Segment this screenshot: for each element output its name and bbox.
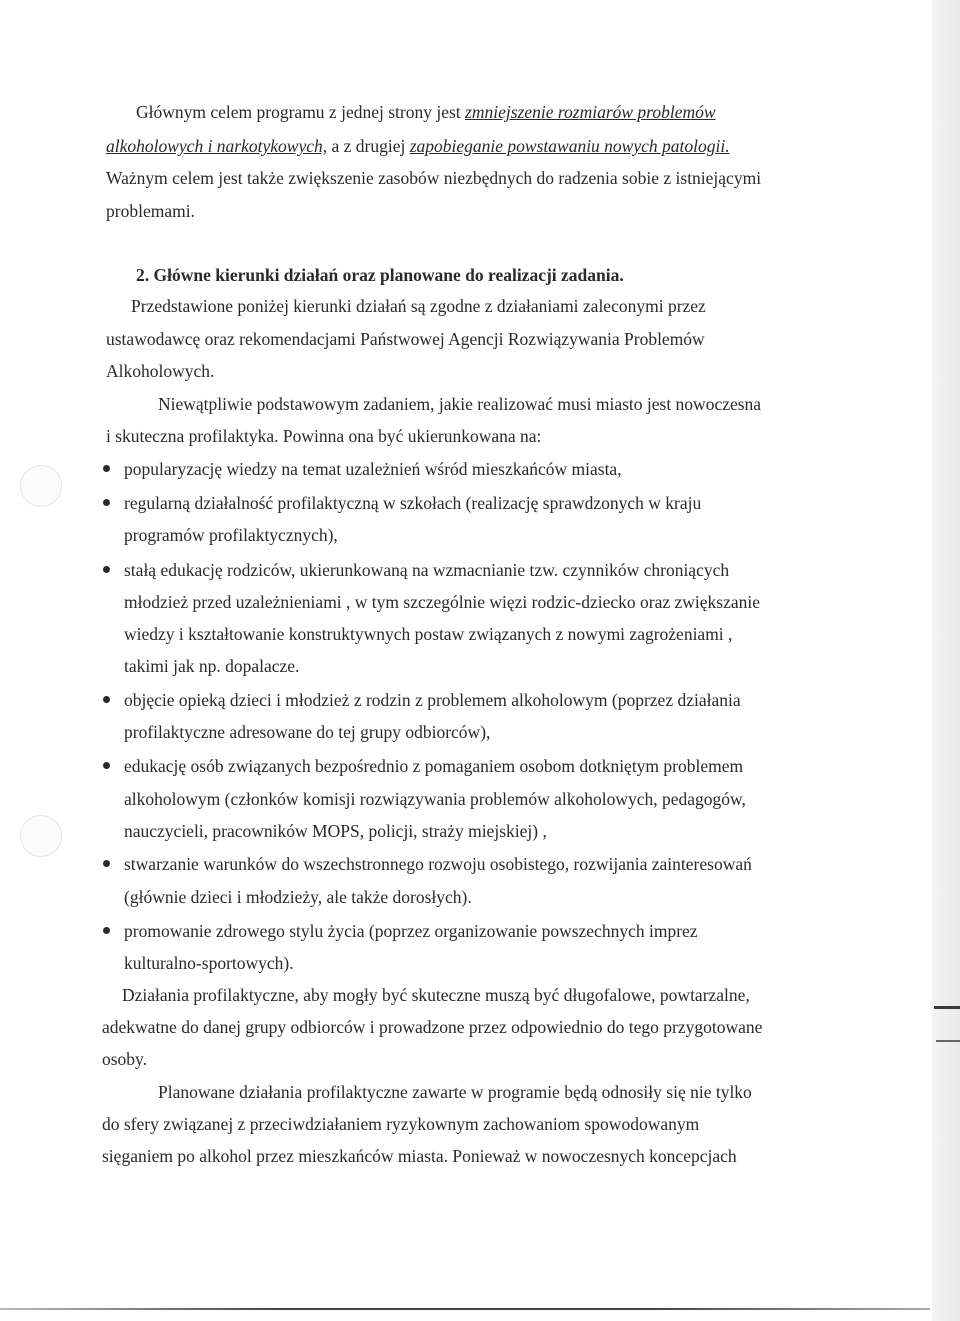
text-line: stałą edukację rodziców, ukierunkowaną na wzmacnianie tzw. czynników chroniących <box>124 560 730 580</box>
text-line: młodzież przed uzależnieniami , w tym szczególnie więzi rodzic-dziecko oraz zwiększanie <box>124 592 761 612</box>
text-line: (głównie dzieci i młodzieży, ale także dorosłych). <box>124 887 472 907</box>
scan-margin-mark <box>936 1040 960 1042</box>
bullet-icon <box>103 465 110 472</box>
text-run: Głównym celem programu z jednej strony jest <box>136 102 466 122</box>
text-line <box>136 101 716 123</box>
emphasis-underlined-text: zmniejszenie rozmiarów problemów <box>465 102 716 122</box>
text-line: ustawodawcę oraz rekomendacjami Państwowej Agencji Rozwiązywania Problemów <box>106 329 705 349</box>
text-line: i skuteczna profilaktyka. Powinna ona być ukierunkowana na: <box>106 426 542 446</box>
text-line: programów profilaktycznych), <box>124 525 338 545</box>
text-line: stwarzanie warunków do wszechstronnego rozwoju osobistego, rozwijania zainteresowań <box>124 854 752 874</box>
bullet-icon <box>103 566 110 573</box>
scan-page-edge <box>932 0 960 1321</box>
bullet-icon <box>103 860 110 867</box>
text-line: objęcie opieką dzieci i młodzież z rodzin z problemem alkoholowym (poprzez działania <box>124 690 741 710</box>
text-line: profilaktyczne adresowane do tej grupy odbiorców), <box>124 722 491 742</box>
text-line: takimi jak np. dopalacze. <box>124 656 300 676</box>
text-line <box>106 135 730 157</box>
text-line: osoby. <box>102 1049 148 1069</box>
text-line: kulturalno-sportowych). <box>124 953 294 973</box>
text-line: do sfery związanej z przeciwdziałaniem ryzykownym zachowaniom spowodowanym <box>102 1114 700 1134</box>
scan-margin-mark <box>934 1006 960 1009</box>
bullet-icon <box>103 927 110 934</box>
text-line: promowanie zdrowego stylu życia (poprzez organizowanie powszechnych imprez <box>124 921 698 941</box>
bullet-icon <box>103 762 110 769</box>
bullet-icon <box>103 499 110 506</box>
text-line: edukację osób związanych bezpośrednio z pomaganiem osobom dotkniętym problemem <box>124 756 744 776</box>
text-line: adekwatne do danej grupy odbiorców i prowadzone przez odpowiednio do tego przygotowane <box>102 1017 763 1037</box>
punch-hole-mark <box>20 815 62 857</box>
text-line: Niewątpliwie podstawowym zadaniem, jakie realizować musi miasto jest nowoczesna <box>158 394 762 414</box>
text-line: sięganiem po alkohol przez mieszkańców miasta. Ponieważ w nowoczesnych koncepcjach <box>102 1146 737 1166</box>
text-line: alkoholowym (członków komisji rozwiązywania problemów alkoholowych, pedagogów, <box>124 789 746 809</box>
text-line: problemami. <box>106 201 195 221</box>
emphasis-underlined-text: zapobieganie powstawaniu nowych patologii. <box>409 136 730 156</box>
text-line: regularną działalność profilaktyczną w szkołach (realizację sprawdzonych w kraju <box>124 493 702 513</box>
scan-bottom-rule <box>0 1308 930 1310</box>
emphasis-underlined-text: alkoholowych i narkotykowych, <box>106 136 328 156</box>
text-run: a z drugiej <box>327 136 410 156</box>
text-line: Przedstawione poniżej kierunki działań są zgodne z działaniami zaleconymi przez <box>131 296 706 316</box>
text-line: Alkoholowych. <box>106 361 215 381</box>
text-line: Ważnym celem jest także zwiększenie zasobów niezbędnych do radzenia sobie z istniejącymi <box>106 168 762 188</box>
text-line: wiedzy i kształtowanie konstruktywnych postaw związanych z nowymi zagrożeniami , <box>124 624 733 644</box>
section-heading: 2. Główne kierunki działań oraz planowane do realizacji zadania. <box>136 265 624 285</box>
text-line: popularyzację wiedzy na temat uzależnień wśród mieszkańców miasta, <box>124 459 622 479</box>
text-line: Planowane działania profilaktyczne zawarte w programie będą odnosiły się nie tylko <box>158 1082 752 1102</box>
text-line: nauczycieli, pracowników MOPS, policji, straży miejskiej) , <box>124 821 547 841</box>
bullet-icon <box>103 696 110 703</box>
punch-hole-mark <box>20 465 62 507</box>
text-line: Działania profilaktyczne, aby mogły być skuteczne muszą być długofalowe, powtarzalne, <box>122 985 750 1005</box>
